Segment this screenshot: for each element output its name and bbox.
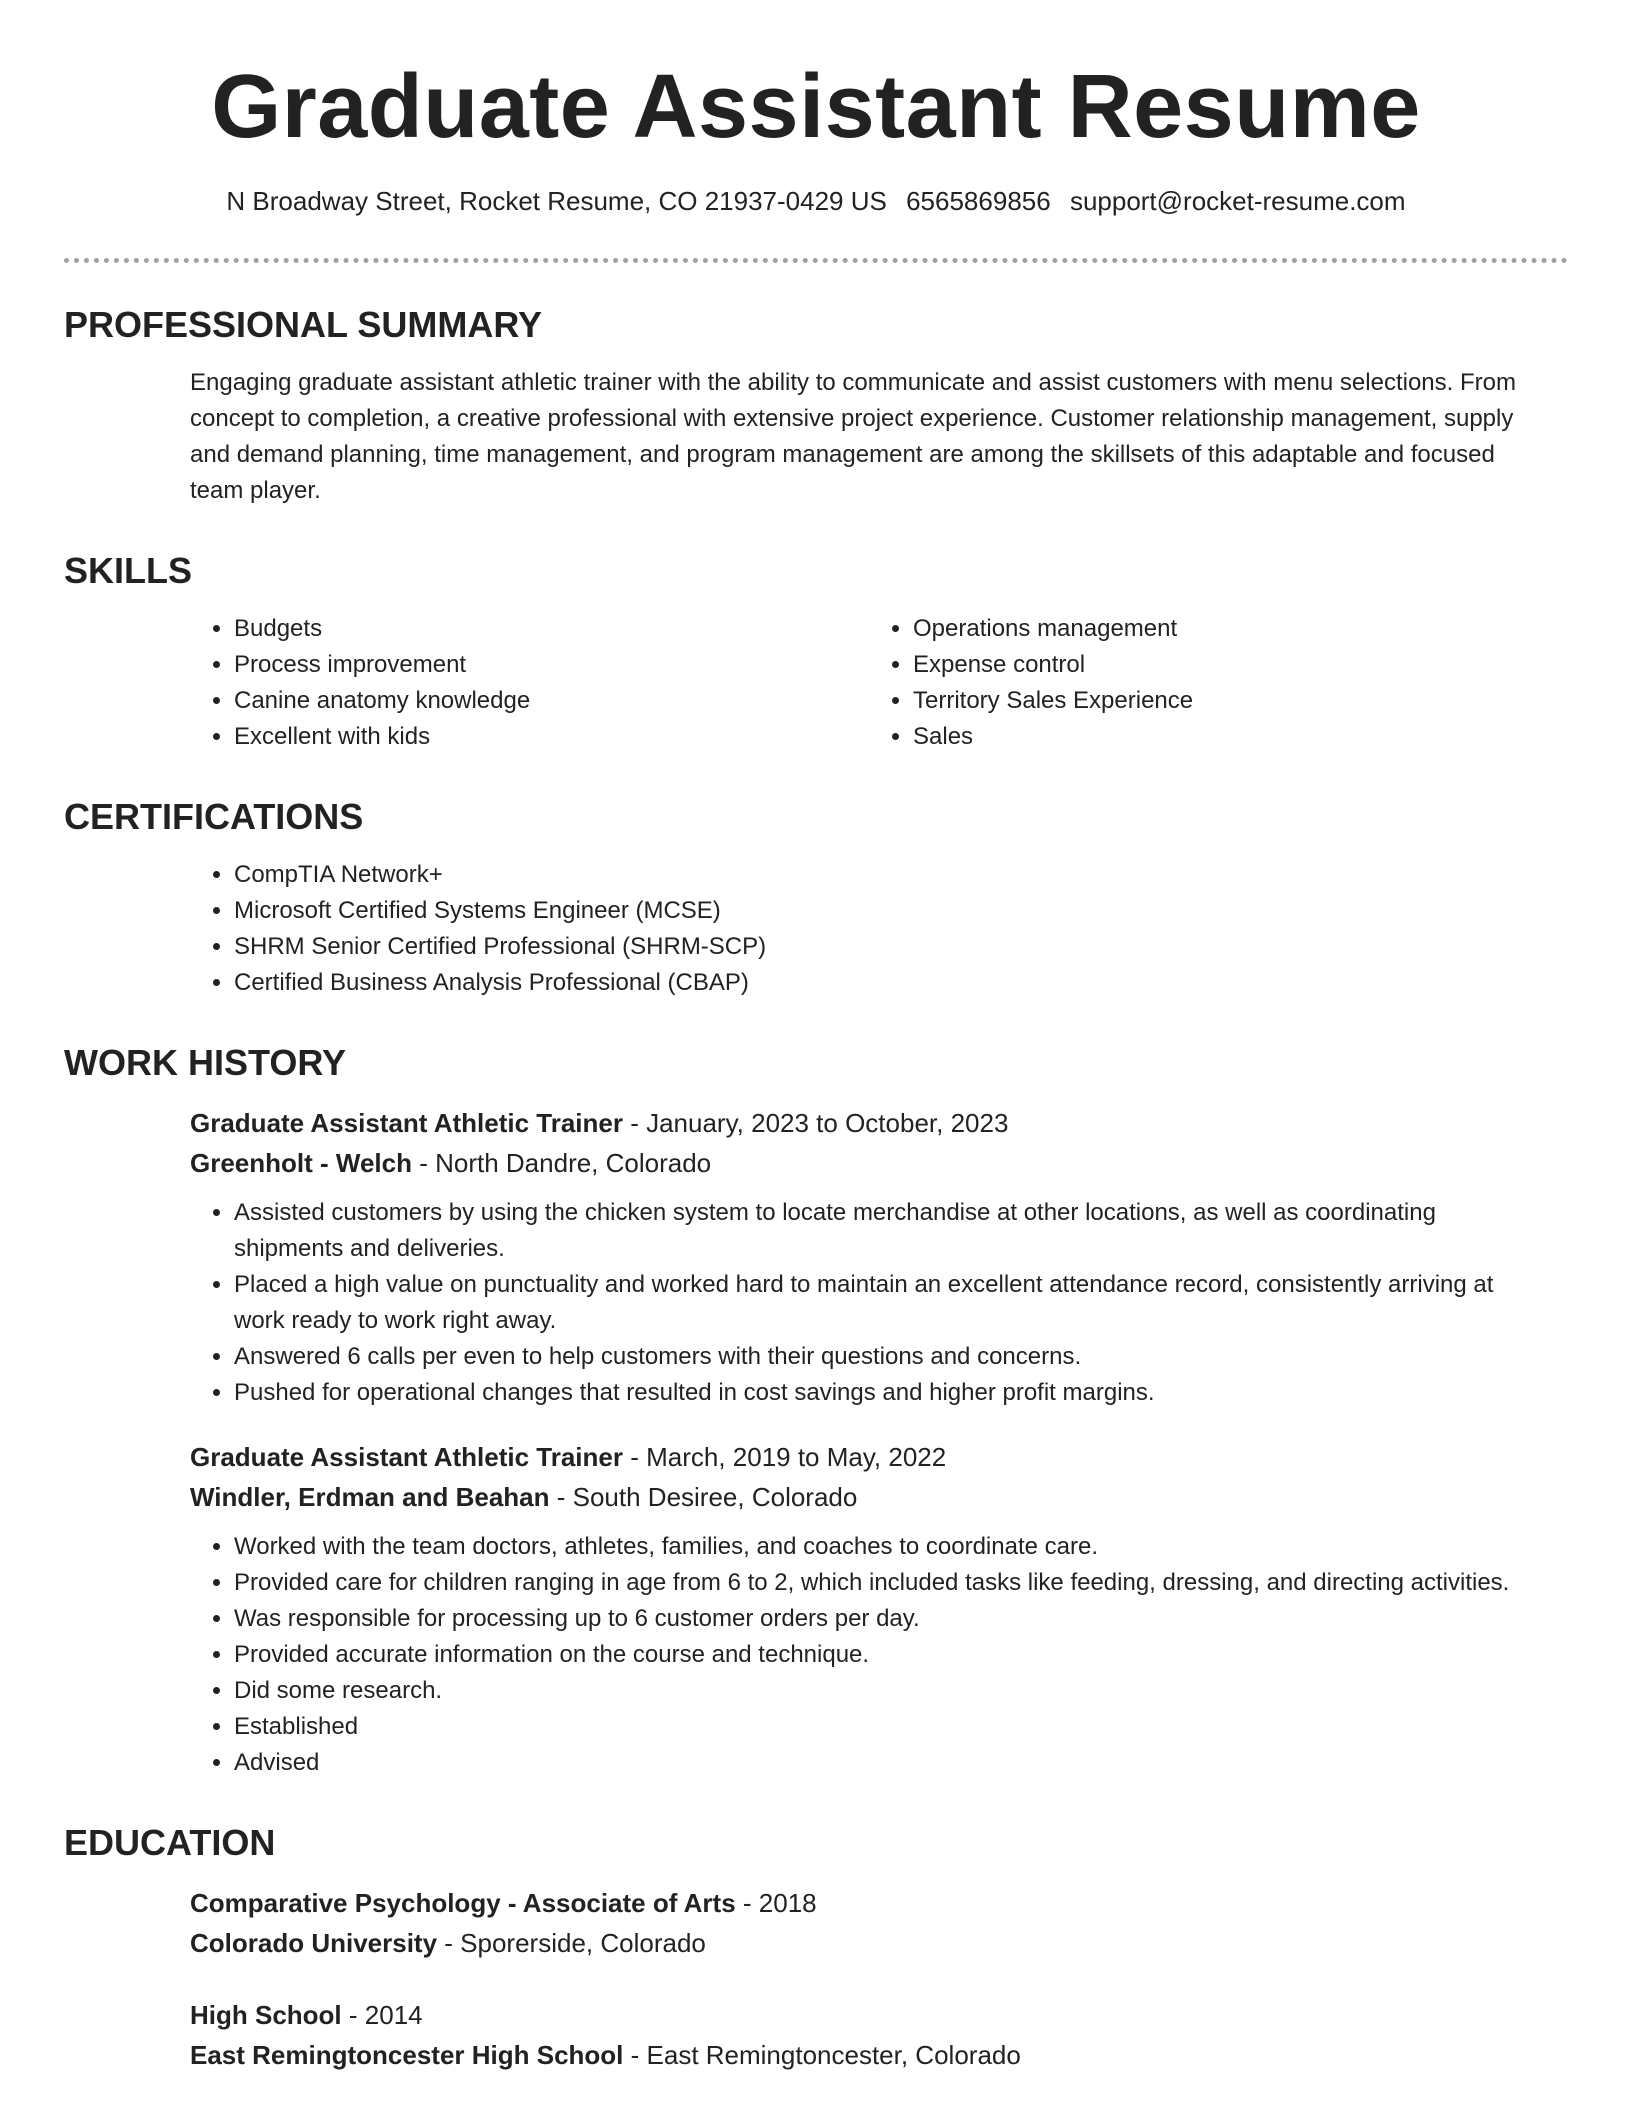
education-school: Colorado University xyxy=(190,1928,438,1958)
education-degree-line xyxy=(190,1883,1548,1923)
education-entry xyxy=(190,1883,1548,1963)
education-location: - Sporerside, Colorado xyxy=(437,1928,706,1958)
certifications-body xyxy=(64,857,1568,1001)
education-degree-line xyxy=(190,1995,1548,2035)
contact-address: N Broadway Street, Rocket Resume, CO 21937-0429 US xyxy=(226,186,887,216)
education-school: East Remingtoncester High School xyxy=(190,2040,624,2070)
job-bullets xyxy=(190,1529,1548,1781)
education-body xyxy=(64,1883,1568,2075)
certifications-list xyxy=(190,857,1548,1001)
job-company-line xyxy=(190,1477,1548,1517)
header-divider xyxy=(64,258,1568,263)
contact-phone: 6565869856 xyxy=(906,186,1051,216)
section-title-certifications: CERTIFICATIONS xyxy=(64,796,364,837)
job-bullet: • Answered 6 calls per even to help customers with their questions and concerns. xyxy=(234,1339,1548,1375)
job-bullet: • Provided accurate information on the course and technique. xyxy=(234,1637,1548,1673)
job-bullets xyxy=(190,1195,1548,1411)
job-bullet: • Provided care for children ranging in age from 6 to 2, which included tasks like feeding, dressing, and directing activities. xyxy=(234,1565,1548,1601)
job-company: Greenholt - Welch xyxy=(190,1148,412,1178)
skill-item: • Canine anatomy knowledge xyxy=(234,683,869,719)
job-role-line xyxy=(190,1437,1548,1477)
certification-item: • SHRM Senior Certified Professional (SHRM-SCP) xyxy=(234,929,1548,965)
job-role-line xyxy=(190,1103,1548,1143)
education-degree: Comparative Psychology - Associate of Arts xyxy=(190,1888,736,1918)
contact-line xyxy=(64,184,1568,218)
skills-grid xyxy=(64,611,1568,755)
job-location: - South Desiree, Colorado xyxy=(549,1482,858,1512)
skill-item: • Expense control xyxy=(913,647,1548,683)
job-role: Graduate Assistant Athletic Trainer xyxy=(190,1108,623,1138)
summary-text: Engaging graduate assistant athletic trainer with the ability to communicate and assist customers with menu selections. From concept to completion, a creative professional with extensive project experience. Customer relationship management, supply and demand planning, time management, and program management are among the skillsets of this adaptable and focused team player. xyxy=(190,369,1516,504)
education-year: - 2014 xyxy=(341,2000,423,2030)
certification-item: • CompTIA Network+ xyxy=(234,857,1548,893)
section-title-summary: PROFESSIONAL SUMMARY xyxy=(64,304,543,345)
section-education xyxy=(64,1821,1568,2075)
section-title-work-history: WORK HISTORY xyxy=(64,1042,347,1083)
education-entry xyxy=(190,1995,1548,2075)
section-title-skills: SKILLS xyxy=(64,550,193,591)
job-bullet: • Pushed for operational changes that resulted in cost savings and higher profit margins. xyxy=(234,1375,1548,1411)
section-skills xyxy=(64,549,1568,755)
job-bullet: • Was responsible for processing up to 6 customer orders per day. xyxy=(234,1601,1548,1637)
education-school-line xyxy=(190,1923,1548,1963)
job-bullet: • Established xyxy=(234,1709,1548,1745)
summary-body xyxy=(64,365,1568,509)
skill-item: • Budgets xyxy=(234,611,869,647)
section-title-education: EDUCATION xyxy=(64,1822,276,1863)
education-degree: High School xyxy=(190,2000,342,2030)
job-company-line xyxy=(190,1143,1548,1183)
skills-right-list xyxy=(869,611,1548,755)
contact-email: support@rocket-resume.com xyxy=(1069,186,1406,216)
education-year: - 2018 xyxy=(735,1888,817,1918)
job-bullet: • Placed a high value on punctuality and worked hard to maintain an excellent attendance record, consistently arriving at work ready to work right away. xyxy=(234,1267,1548,1339)
job-bullet: • Worked with the team doctors, athletes, families, and coaches to coordinate care. xyxy=(234,1529,1548,1565)
job-role: Graduate Assistant Athletic Trainer xyxy=(190,1442,623,1472)
skill-item: • Operations management xyxy=(913,611,1548,647)
certification-item: • Certified Business Analysis Professional (CBAP) xyxy=(234,965,1548,1001)
resume-title: Graduate Assistant Resume xyxy=(211,57,1421,157)
section-summary xyxy=(64,303,1568,509)
job-company: Windler, Erdman and Beahan xyxy=(190,1482,550,1512)
job-bullet: • Assisted customers by using the chicken system to locate merchandise at other locations, as well as coordinating shipments and deliveries. xyxy=(234,1195,1548,1267)
skill-item: • Excellent with kids xyxy=(234,719,869,755)
work-history-body xyxy=(64,1103,1568,1781)
job-entry xyxy=(190,1437,1548,1781)
education-school-line xyxy=(190,2035,1548,2075)
job-bullet: • Advised xyxy=(234,1745,1548,1781)
education-location: - East Remingtoncester, Colorado xyxy=(623,2040,1021,2070)
section-work-history xyxy=(64,1041,1568,1781)
skill-item: • Territory Sales Experience xyxy=(913,683,1548,719)
job-location: - North Dandre, Colorado xyxy=(412,1148,712,1178)
skill-item: • Process improvement xyxy=(234,647,869,683)
job-dates: - January, 2023 to October, 2023 xyxy=(622,1108,1009,1138)
job-bullet: • Did some research. xyxy=(234,1673,1548,1709)
section-certifications xyxy=(64,795,1568,1001)
skills-left-list xyxy=(190,611,869,755)
job-entry xyxy=(190,1103,1548,1411)
skill-item: • Sales xyxy=(913,719,1548,755)
job-dates: - March, 2019 to May, 2022 xyxy=(622,1442,947,1472)
certification-item: • Microsoft Certified Systems Engineer (MCSE) xyxy=(234,893,1548,929)
